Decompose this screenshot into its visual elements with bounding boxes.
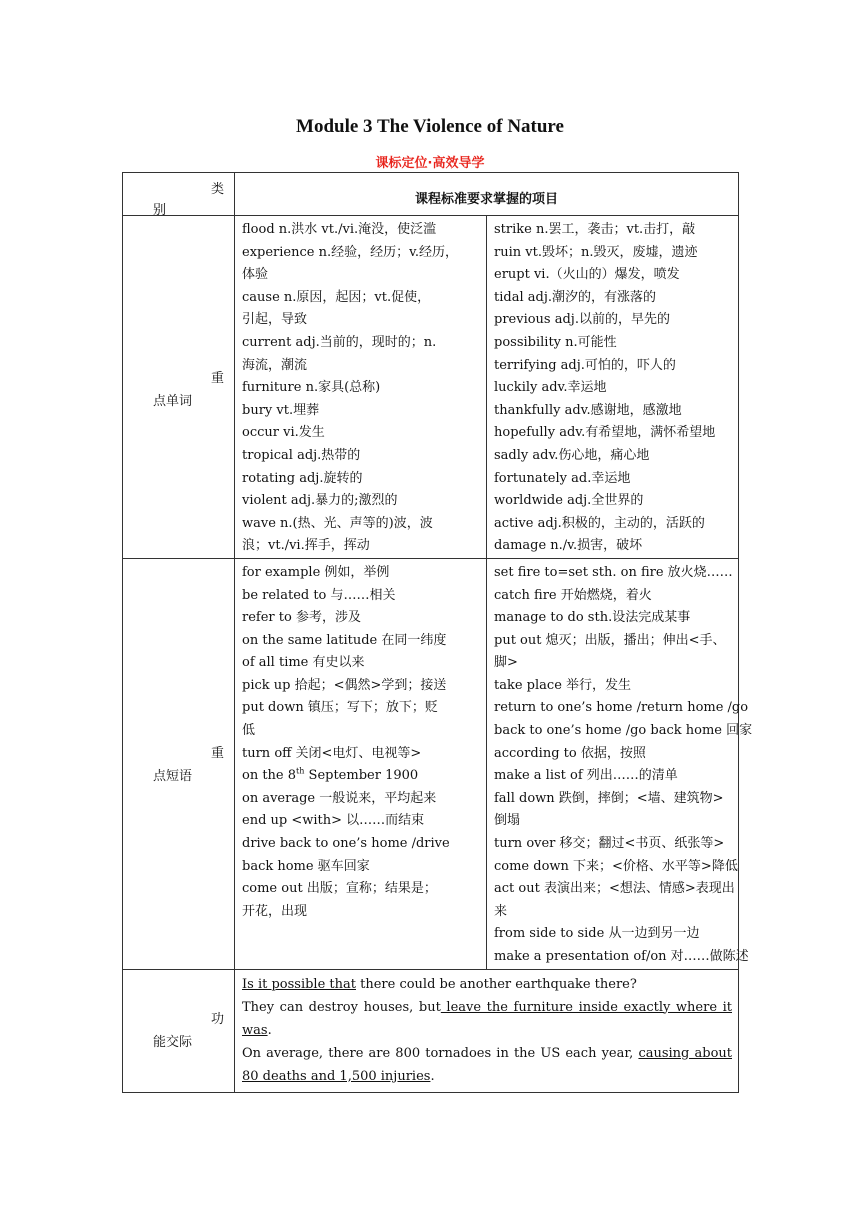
list-item: occur vi.发生 [242, 425, 325, 441]
words-right-cell [487, 216, 739, 559]
list-item: come down 下来；<价格、水平等>降低 [494, 858, 738, 874]
list-item: tidal adj.潮汐的，有涨落的 [494, 289, 656, 305]
list-item: turn off 关闭<电灯、电视等> [242, 745, 422, 761]
list-item: manage to do sth.设法完成某事 [494, 610, 691, 626]
list-item: 脚> [494, 655, 518, 671]
list-item: luckily adv.幸运地 [494, 380, 607, 396]
list-item: back to one’s home /go back home 回家 [494, 723, 753, 739]
list-item: furniture n.家具(总称) [242, 380, 381, 396]
list-item: experience n.经验，经历；v.经历， [242, 244, 459, 260]
list-item: catch fire 开始燃烧，着火 [494, 587, 652, 603]
list-item: 倒塌 [494, 813, 521, 829]
list-item: strike n.罢工，袭击；vt.击打，敲 [494, 222, 696, 237]
list-item: cause n.原因，起因；vt.促使， [242, 289, 431, 305]
sentence-text: They can destroy houses, but [242, 999, 441, 1015]
list-item: make a presentation of/on 对……做陈述 [494, 949, 749, 964]
list-item: drive back to one’s home /drive [242, 836, 450, 852]
words-row [123, 216, 739, 559]
list-item: for example 例如，举例 [242, 564, 390, 580]
date-text-rest: September 1900 [304, 768, 419, 784]
words-category-char-2: 点单词 [153, 394, 193, 409]
function-content-cell [235, 969, 739, 1092]
phrases-category-char-2: 点短语 [153, 768, 193, 784]
sentence-text: . [430, 1068, 435, 1084]
date-text: on the 8 [242, 768, 297, 784]
list-item: pick up 拾起；<偶然>学到；接送 [242, 677, 447, 693]
list-item: on the same latitude 在同一纬度 [242, 632, 447, 648]
list-item: 低 [242, 723, 256, 739]
list-item: 来 [494, 903, 508, 919]
curriculum-table [122, 172, 753, 1093]
list-item: wave n.(热、光、声等的)波，波 [242, 515, 433, 531]
list-item: tropical adj.热带的 [242, 447, 361, 463]
list-item: from side to side 从一边到另一边 [494, 926, 700, 942]
items-header-cell: 课程标准要求掌握的项目 [235, 173, 739, 216]
function-sentence-2 [242, 996, 732, 1042]
phrases-category-cell [123, 558, 235, 969]
list-item: 引起，导致 [242, 312, 308, 328]
function-category-cell [123, 969, 235, 1092]
list-item: terrifying adj.可怕的，吓人的 [494, 357, 676, 373]
list-item: refer to 参考，涉及 [242, 610, 361, 626]
list-item: fall down 跌倒，摔倒；<墙、建筑物> [494, 790, 724, 806]
list-item: make a list of 列出……的清单 [494, 768, 678, 784]
list-item: sadly adv.伤心地，痛心地 [494, 447, 650, 463]
list-item: possibility n.可能性 [494, 334, 617, 350]
list-item: according to 依据，按照 [494, 745, 646, 761]
list-item: fortunately ad.幸运地 [494, 470, 631, 486]
list-item: flood n.洪水 vt./vi.淹没，使泛滥 [242, 222, 437, 237]
list-item: 体验 [242, 267, 269, 283]
list-item: current adj.当前的，现时的；n. [242, 334, 437, 350]
list-item: come out 出版；宣称；结果是； [242, 881, 437, 897]
list-item: set fire to=set sth. on fire 放火烧…… [494, 564, 733, 580]
list-item: 浪；vt./vi.挥手，挥动 [242, 538, 370, 554]
category-header-cell [123, 173, 235, 216]
list-item: back home 驱车回家 [242, 858, 370, 874]
category-header-char-2: 别 [153, 203, 167, 218]
list-item: on average 一般说来，平均起来 [242, 790, 437, 806]
section-subtitle: 课标定位·高效导学 [375, 156, 485, 171]
list-item: take place 举行，发生 [494, 677, 632, 693]
list-item: bury vt.埋葬 [242, 402, 320, 418]
function-sentence-1 [242, 973, 732, 996]
list-item: end up <with> 以……而结束 [242, 813, 425, 829]
date-suffix: th [296, 766, 305, 776]
words-category-cell [123, 216, 235, 559]
table-header-row [123, 173, 739, 216]
category-header-char-1: 类 [210, 182, 224, 197]
list-item: put down 镇压；写下；放下；贬 [242, 700, 438, 716]
phrases-left-cell [235, 558, 487, 969]
list-item: thankfully adv.感谢地，感激地 [494, 402, 682, 418]
function-sentence-3 [242, 1042, 732, 1088]
sentence-text: On average, there are 800 tornadoes in the US each year, [242, 1045, 639, 1061]
list-item: active adj.积极的，主动的，活跃的 [494, 515, 705, 531]
list-item: worldwide adj.全世界的 [494, 493, 644, 509]
function-category-char-1: 功 [210, 1011, 224, 1027]
list-item: of all time 有史以来 [242, 655, 365, 671]
list-item: 开花，出现 [242, 903, 308, 919]
words-left-cell [235, 216, 487, 559]
list-item: previous adj.以前的，早先的 [494, 312, 670, 328]
list-item: return to one’s home /return home /go [494, 700, 749, 716]
words-category-char-1: 重 [210, 371, 224, 386]
sentence-text: there could be another earthquake there? [355, 976, 637, 992]
list-item: erupt vi.（火山的）爆发，喷发 [494, 267, 680, 283]
list-item: be related to 与……相关 [242, 587, 396, 603]
list-item: hopefully adv.有希望地，满怀希望地 [494, 425, 716, 441]
list-item: turn over 移交；翻过<书页、纸张等> [494, 836, 725, 852]
list-item-date [242, 765, 480, 788]
list-item: put out 熄灭；出版，播出；伸出<手、 [494, 632, 726, 648]
phrases-right-cell [487, 558, 753, 969]
underlined-phrase: causing about 80 deaths and 1,500 injuries [242, 1045, 732, 1084]
underlined-phrase: Is it possible that [242, 976, 356, 992]
function-category-char-2: 能交际 [153, 1034, 193, 1050]
page-title: Module 3 The Violence of Nature [296, 116, 564, 137]
phrases-row [123, 558, 739, 969]
underlined-phrase: leave the furniture inside exactly where it was [242, 999, 732, 1038]
list-item: 海流，潮流 [242, 357, 308, 373]
phrases-category-char-1: 重 [210, 745, 224, 761]
function-row [123, 969, 739, 1092]
list-item: act out 表演出来；<想法、情感>表现出 [494, 881, 735, 897]
list-item: violent adj.暴力的;激烈的 [242, 493, 398, 509]
list-item: ruin vt.毁坏；n.毁灭，废墟，遗迹 [494, 244, 698, 260]
list-item: damage n./v.损害，破坏 [494, 538, 643, 554]
list-item: rotating adj.旋转的 [242, 470, 363, 486]
sentence-text: . [267, 1022, 272, 1038]
